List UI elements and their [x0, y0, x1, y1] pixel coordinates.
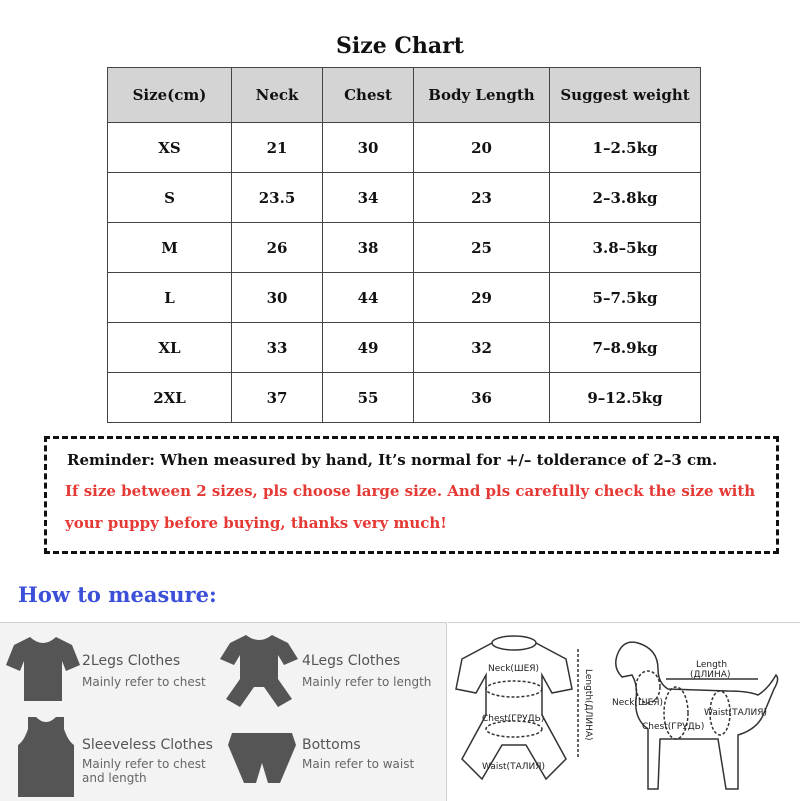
table-row: [108, 173, 701, 223]
jumpsuit-icon: [220, 633, 298, 707]
clothing-note: Mainly refer to chest and length: [82, 757, 206, 785]
dog-length-label: Length: [696, 660, 728, 670]
table-row: [108, 323, 701, 373]
header-body-length: Body Length: [414, 68, 550, 123]
dog-neck-label: Neck(ШЕЯ): [612, 698, 664, 708]
cell-size: XL: [108, 323, 232, 373]
waist-label: Waist(ТАЛИЯ): [482, 762, 545, 772]
clothing-note: Main refer to waist: [302, 757, 415, 771]
clothing-name: Sleeveless Clothes: [82, 737, 213, 753]
neck-label: Neck(ШЕЯ): [488, 664, 540, 674]
size-advice-text-cont: your puppy before buying, thanks very much!: [65, 514, 447, 532]
table-row: [108, 273, 701, 323]
clothing-name: Bottoms: [302, 737, 361, 753]
size-chart-title: Size Chart: [336, 33, 464, 59]
cell-neck: 26: [232, 223, 323, 273]
dog-diagram: [608, 629, 798, 799]
dog-waist-label: Waist(ТАЛИЯ): [704, 708, 767, 718]
how-to-measure-heading: How to measure:: [18, 582, 217, 607]
cell-size: XS: [108, 123, 232, 173]
tshirt-icon: [6, 635, 80, 703]
cell-weight: 7–8.9kg: [550, 323, 701, 373]
dog-chest-label: Chest(ГРУДЬ): [642, 722, 705, 732]
cell-neck: 30: [232, 273, 323, 323]
measurement-diagram-panel: [448, 622, 800, 801]
clothing-note: Mainly refer to chest: [82, 675, 206, 689]
cell-body-length: 29: [414, 273, 550, 323]
reminder-text: Reminder: When measured by hand, It’s normal for +/– tolderance of 2–3 cm.: [67, 451, 718, 469]
clothing-note: Mainly refer to length: [302, 675, 432, 689]
cell-body-length: 20: [414, 123, 550, 173]
table-row: [108, 373, 701, 423]
cell-neck: 37: [232, 373, 323, 423]
clothing-name: 4Legs Clothes: [302, 653, 401, 669]
cell-size: M: [108, 223, 232, 273]
cell-weight: 2–3.8kg: [550, 173, 701, 223]
length-label: Length(ДЛИНА): [583, 669, 593, 741]
cell-neck: 23.5: [232, 173, 323, 223]
garment-diagram: [452, 629, 612, 799]
cell-body-length: 32: [414, 323, 550, 373]
table-row: [108, 123, 701, 173]
cell-weight: 5–7.5kg: [550, 273, 701, 323]
header-size: Size(cm): [108, 68, 232, 123]
cell-chest: 49: [323, 323, 414, 373]
cell-size: S: [108, 173, 232, 223]
clothing-name: 2Legs Clothes: [82, 653, 181, 669]
vest-icon: [18, 717, 74, 797]
cell-chest: 38: [323, 223, 414, 273]
chest-label: Chest(ГРУДЬ): [482, 714, 545, 724]
reminder-box: [44, 436, 779, 554]
pants-icon: [228, 733, 296, 783]
clothing-types-panel: [0, 622, 447, 801]
header-neck: Neck: [232, 68, 323, 123]
table-row: [108, 223, 701, 273]
cell-neck: 21: [232, 123, 323, 173]
cell-chest: 44: [323, 273, 414, 323]
cell-weight: 1–2.5kg: [550, 123, 701, 173]
cell-chest: 30: [323, 123, 414, 173]
cell-chest: 34: [323, 173, 414, 223]
cell-weight: 3.8–5kg: [550, 223, 701, 273]
cell-body-length: 36: [414, 373, 550, 423]
header-suggest-weight: Suggest weight: [550, 68, 701, 123]
size-advice-text: If size between 2 sizes, pls choose large size. And pls carefully check the size with: [65, 482, 756, 500]
cell-weight: 9–12.5kg: [550, 373, 701, 423]
cell-size: 2XL: [108, 373, 232, 423]
cell-chest: 55: [323, 373, 414, 423]
dog-length-ru-label: (ДЛИНА): [690, 670, 731, 680]
cell-size: L: [108, 273, 232, 323]
cell-neck: 33: [232, 323, 323, 373]
size-table: [107, 67, 701, 423]
table-header-row: [108, 68, 701, 123]
cell-body-length: 25: [414, 223, 550, 273]
header-chest: Chest: [323, 68, 414, 123]
cell-body-length: 23: [414, 173, 550, 223]
